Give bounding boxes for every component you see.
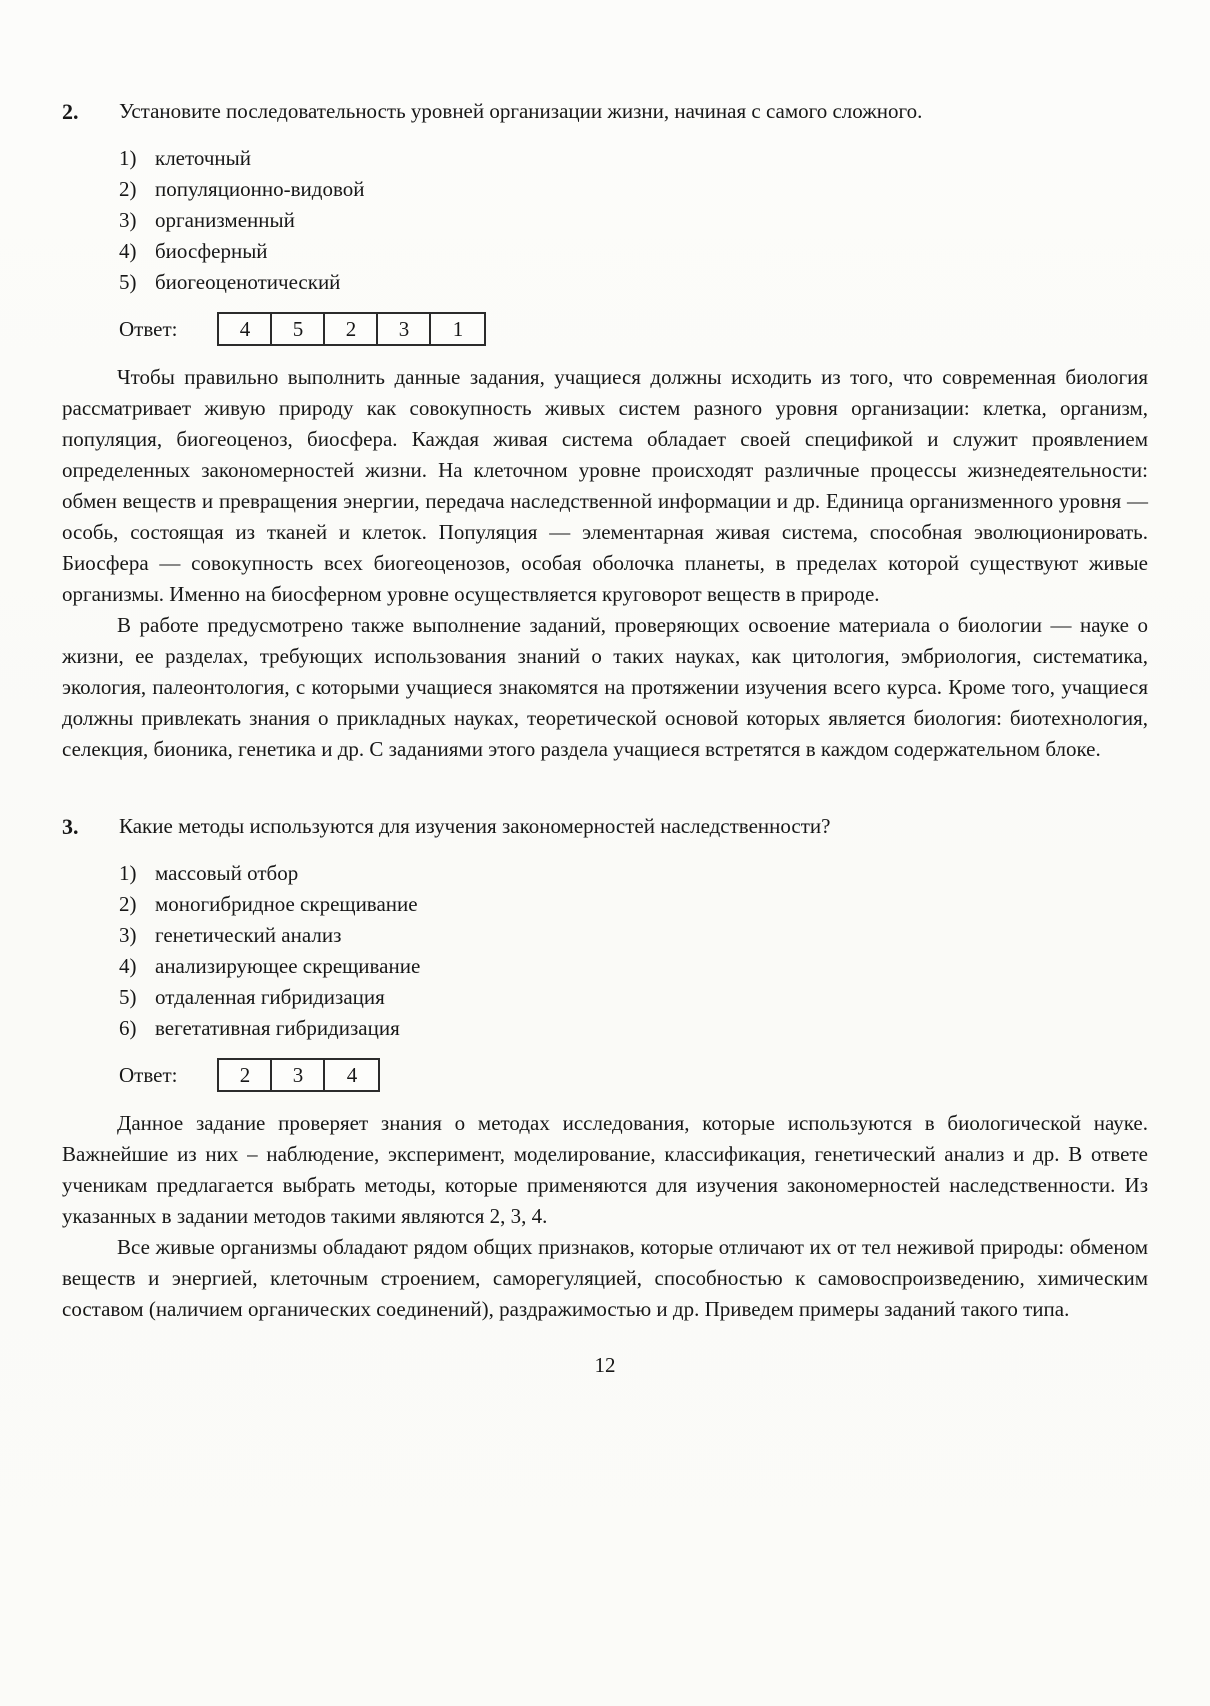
question-text: Какие методы используются для изучения закономерностей наследственности? [119, 814, 831, 838]
answer-cell: 4 [346, 1062, 358, 1087]
option-item [119, 951, 1148, 982]
option-item [119, 267, 1148, 298]
commentary-paragraph: Чтобы правильно выполнить данные задания, учащиеся должны исходить из того, что современная биология рассматривает живую природу как совокупность живых систем разного уровня организации: клетка, организм, популяция, биогеоценоз, биосфера. Каждая живая система обладает своей спецификой и служит проявлением определенных закономерностей жизни. На клеточном уровне происходят различные процессы жизнедеятельности: обмен веществ и превращения энергии, передача наследственной информации и др. Единица организменного уровня — особь, состоящая из тканей и клеток. Популяция — элементарная живая система, способная эволюционировать. Биосфера — совокупность всех биогеоценозов, особая оболочка планеты, в пределах которой существуют живые организмы. Именно на биосферном уровне осуществляется круговорот веществ в природе. [62, 365, 1148, 606]
answer-cell: 2 [219, 1060, 272, 1090]
option-item [119, 889, 1148, 920]
option-item [119, 174, 1148, 205]
commentary-paragraph: Все живые организмы обладают рядом общих признаков, которые отличают их от тел неживой природы: обменом веществ и энергией, клеточным строением, саморегуляцией, способностью к самовоспроизведению, химическим составом (наличием органических соединений), раздражимостью и др. Приведем примеры заданий такого типа. [62, 1235, 1148, 1321]
option-text: популяционно-видовой [155, 177, 365, 201]
option-text: отдаленная гибридизация [155, 985, 385, 1009]
page-number: 12 [594, 1353, 616, 1377]
option-number: 2) [119, 177, 137, 201]
question-number: 2. [62, 99, 79, 124]
answer-table [217, 1058, 380, 1092]
option-number: 1) [119, 861, 137, 885]
question-2 [62, 96, 1148, 765]
option-text: биогеоценотический [155, 270, 341, 294]
option-text: моногибридное скрещивание [155, 892, 418, 916]
answer-label: Ответ: [119, 1062, 178, 1087]
option-item [119, 1013, 1148, 1044]
answer-cell: 1 [452, 316, 464, 341]
option-number: 3) [119, 923, 137, 947]
option-number: 4) [119, 239, 137, 263]
answer-label: Ответ: [119, 316, 178, 341]
answer-cell: 5 [272, 314, 325, 344]
option-item [119, 143, 1148, 174]
option-text: генетический анализ [155, 923, 342, 947]
option-number: 3) [119, 208, 137, 232]
question-text: Установите последовательность уровней организации жизни, начиная с самого сложного. [119, 99, 923, 123]
answer-row [119, 1056, 1148, 1094]
option-number: 5) [119, 985, 137, 1009]
answer-cell: 4 [219, 314, 272, 344]
option-text: организменный [155, 208, 295, 232]
question-2-header [62, 96, 1148, 127]
option-number: 4) [119, 954, 137, 978]
option-number: 6) [119, 1016, 137, 1040]
answer-cell: 2 [325, 314, 378, 344]
option-text: массовый отбор [155, 861, 299, 885]
option-text: анализирующее скрещивание [155, 954, 421, 978]
option-text: биосферный [155, 239, 268, 263]
commentary-paragraph: В работе предусмотрено также выполнение заданий, проверяющих освоение материала о биологии — науке о жизни, ее разделах, требующих использования знаний о таких науках, как цитология, эмбриология, систематика, экология, палеонтология, с которыми учащиеся знакомятся на протяжении изучения всего курса. Кроме того, учащиеся должны привлекать знания о прикладных науках, теоретической основой которых является биология: биотехнология, селекция, бионика, генетика и др. С заданиями этого раздела учащиеся встретятся в каждом содержательном блоке. [62, 613, 1148, 761]
question-3-header [62, 811, 1148, 842]
question-3-options [119, 858, 1148, 1044]
question-2-options [119, 143, 1148, 298]
option-item [119, 920, 1148, 951]
option-item [119, 858, 1148, 889]
option-number: 1) [119, 146, 137, 170]
option-item [119, 982, 1148, 1013]
option-item [119, 236, 1148, 267]
answer-table [217, 312, 486, 346]
question-number: 3. [62, 814, 79, 839]
commentary-paragraph: Данное задание проверяет знания о методах исследования, которые используются в биологической науке. Важнейшие из них – наблюдение, эксперимент, моделирование, классификация, генетический анализ и др. В ответе ученикам предлагается выбрать методы, которые применяются для изучения закономерностей наследственности. Из указанных в задании методов такими являются 2, 3, 4. [62, 1111, 1148, 1228]
option-number: 2) [119, 892, 137, 916]
option-text: вегетативная гибридизация [155, 1016, 400, 1040]
option-number: 5) [119, 270, 137, 294]
answer-row [119, 310, 1148, 348]
question-3 [62, 811, 1148, 1325]
option-item [119, 205, 1148, 236]
answer-cell: 3 [378, 314, 431, 344]
option-text: клеточный [155, 146, 252, 170]
answer-cell: 3 [272, 1060, 325, 1090]
